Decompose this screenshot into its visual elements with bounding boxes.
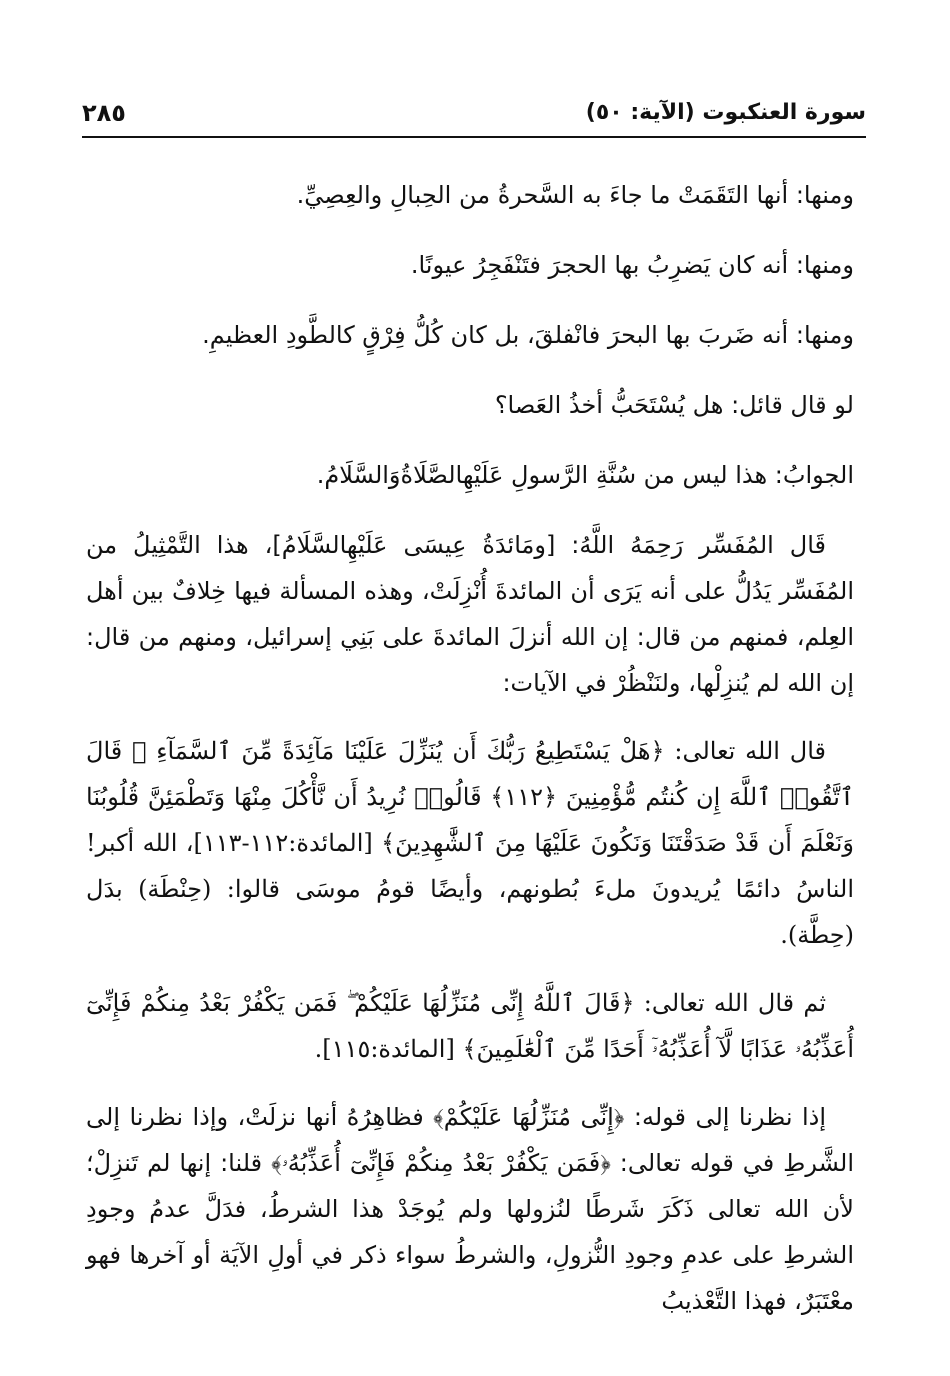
running-title: سورة العنكبوت (الآية: ٥٠)	[585, 100, 866, 125]
quran-quote-paragraph: ثم قال الله تعالى: ﴿قَالَ ٱللَّهُ إِنِّى مُنَزِّلُهَا عَلَيْكُمْ ۖ فَمَن يَكْفُرْ بَعْدُ مِنكُمْ فَإِنِّىٓ أُعَذِّبُهُۥ عَذَابًا لَّآ أُعَذِّبُهُۥٓ أَحَدًا مِّنَ ٱلْعَٰلَمِينَ﴾ [المائدة:١١٥].	[86, 989, 854, 1063]
page-header	[82, 96, 866, 136]
quran-quote-paragraph: قال الله تعالى: ﴿هَلْ يَسْتَطِيعُ رَبُّكَ أَن يُنَزِّلَ عَلَيْنَا مَآئِدَةً مِّنَ ٱلسَّمَآءِ ۖ قَالَ ٱتَّقُوا۟ ٱللَّهَ إِن كُنتُم مُّؤْمِنِينَ ﴿١١٢﴾ قَالُوا۟ نُرِيدُ أَن نَّأْكُلَ مِنْهَا وَتَطْمَئِنَّ قُلُوبُنَا وَنَعْلَمَ أَن قَدْ صَدَقْتَنَا وَنَكُونَ عَلَيْهَا مِنَ ٱلشَّٰهِدِينَ﴾ [المائدة:١١٢-١١٣]، الله أكبر! الناسُ دائمًا يُريدونَ ملءَ بُطونهم، وأيضًا قومُ موسَى قالوا: (حِنْطَة) بدَل (حِطَّة).	[86, 737, 854, 949]
header-divider	[82, 136, 866, 138]
page-number: ٢٨٥	[82, 99, 126, 127]
paragraph: إذا نظرنا إلى قوله: ﴿إِنِّى مُنَزِّلُهَا عَلَيْكُمْ﴾ فظاهِرُهُ أنها نزلَتْ، وإذا نظرنا إلى الشَّرطِ في قوله تعالى: ﴿فَمَن يَكْفُرْ بَعْدُ مِنكُمْ فَإِنِّىٓ أُعَذِّبُهُۥ﴾ قلنا: إنها لم تَنزِلْ؛ لأن الله تعالى ذَكَرَ شَرطًا لنُزولها ولم يُوجَدْ هذا الشرطُ، فدَلَّ عدمُ وجودِ الشرطِ على عدمِ وجودِ النُّزولِ، والشرطُ سواء ذكر في أولِ الآيَة أو آخرها فهو معْتَبَرٌ، فهذا التَّعْذيبُ	[86, 1103, 854, 1315]
answer-paragraph: الجوابُ: هذا ليس من سُنَّةِ الرَّسولِ عَلَيْهِالصَّلَاةُوَالسَّلَامُ.	[316, 461, 854, 489]
paragraph: ومنها: أنه كان يَضرِبُ بها الحجرَ فتَنْفَجِرُ عيونًا.	[410, 251, 854, 279]
page-body	[86, 172, 854, 1346]
question-paragraph: لو قال قائل: هل يُسْتَحَبُّ أخذُ العَصا؟	[494, 391, 854, 419]
paragraph: ومنها: أنه ضَربَ بها البحرَ فانْفلقَ، بل كان كُلُّ فِرْقٍ كالطَّودِ العظيمِ.	[202, 321, 854, 349]
paragraph: قَال المُفَسِّر رَحِمَهُ اللَّهُ: [ومَائدَةُ عِيسَى عَلَيْهِالسَّلَامُ]، هذا التَّمْثِيلُ من المُفَسِّر يَدُلُّ على أنه يَرَى أن المائدةَ أُنْزِلَتْ، وهذه المسألة فيها خِلافٌ بين أهل العِلم، فمنهم من قال: إن الله أنزلَ المائدةَ على بَنِي إسرائيل، ومنهم من قال: إن الله لم يُنزِلْها، ولنَنْظُرْ في الآيات:	[86, 531, 854, 697]
paragraph: ومنها: أنها التَقَمَتْ ما جاءَ به السَّحرةُ من الحِبالِ والعِصِيِّ.	[296, 181, 854, 209]
